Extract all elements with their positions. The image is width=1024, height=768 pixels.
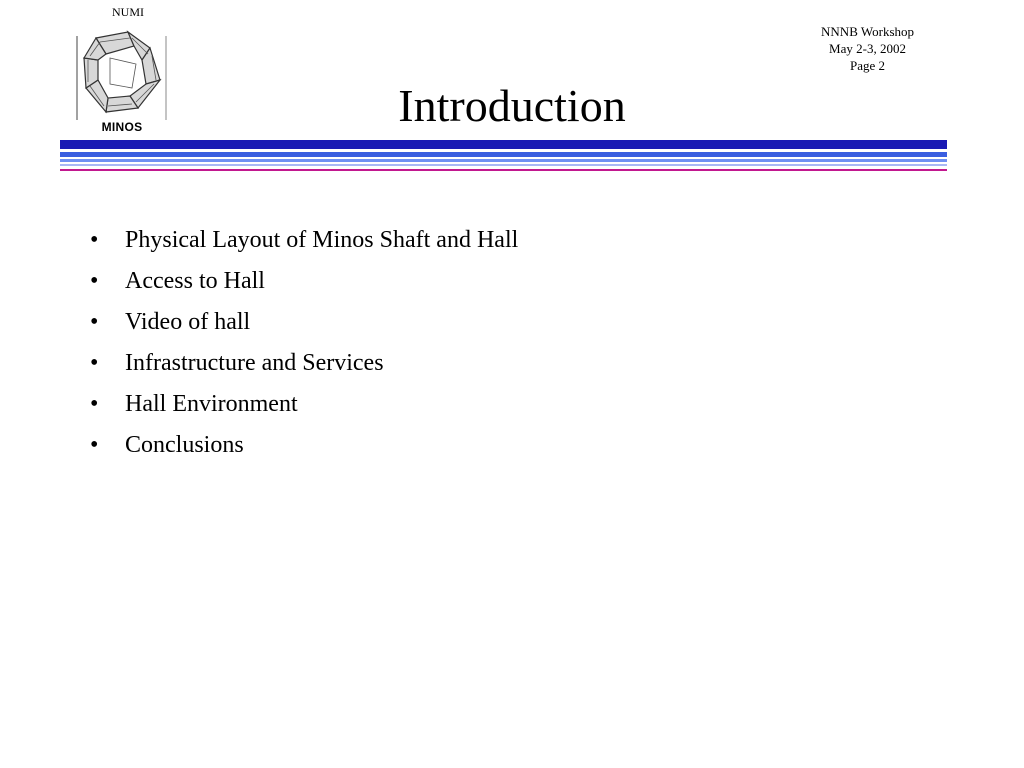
list-item bbox=[90, 431, 518, 472]
bullet-icon: • bbox=[90, 432, 99, 458]
bullet-icon: • bbox=[90, 227, 99, 253]
meta-page: Page 2 bbox=[850, 58, 886, 73]
header-rules bbox=[60, 140, 947, 171]
list-item-text: Infrastructure and Services bbox=[125, 350, 384, 376]
org-label: NUMI bbox=[112, 5, 144, 19]
bullet-list bbox=[90, 226, 518, 472]
slide-title: Introduction bbox=[398, 80, 626, 131]
bullet-icon: • bbox=[90, 268, 99, 294]
logo-text: MINOS bbox=[101, 120, 143, 134]
rule-dark-blue bbox=[60, 140, 947, 149]
bullet-icon: • bbox=[90, 391, 99, 417]
list-item-text: Access to Hall bbox=[125, 268, 265, 294]
rule-magenta bbox=[60, 169, 947, 171]
meta-date: May 2-3, 2002 bbox=[829, 41, 906, 56]
bullet-icon: • bbox=[90, 309, 99, 335]
slide-meta bbox=[821, 23, 914, 74]
list-item bbox=[90, 390, 518, 431]
list-item-text: Physical Layout of Minos Shaft and Hall bbox=[125, 227, 519, 253]
list-item-text: Hall Environment bbox=[125, 391, 298, 417]
bullet-icon: • bbox=[90, 350, 99, 376]
list-item bbox=[90, 308, 518, 349]
list-item-text: Conclusions bbox=[125, 432, 244, 458]
meta-workshop: NNNB Workshop bbox=[821, 24, 914, 39]
list-item bbox=[90, 226, 518, 267]
list-item bbox=[90, 267, 518, 308]
list-item bbox=[90, 349, 518, 390]
list-item-text: Video of hall bbox=[125, 309, 251, 335]
